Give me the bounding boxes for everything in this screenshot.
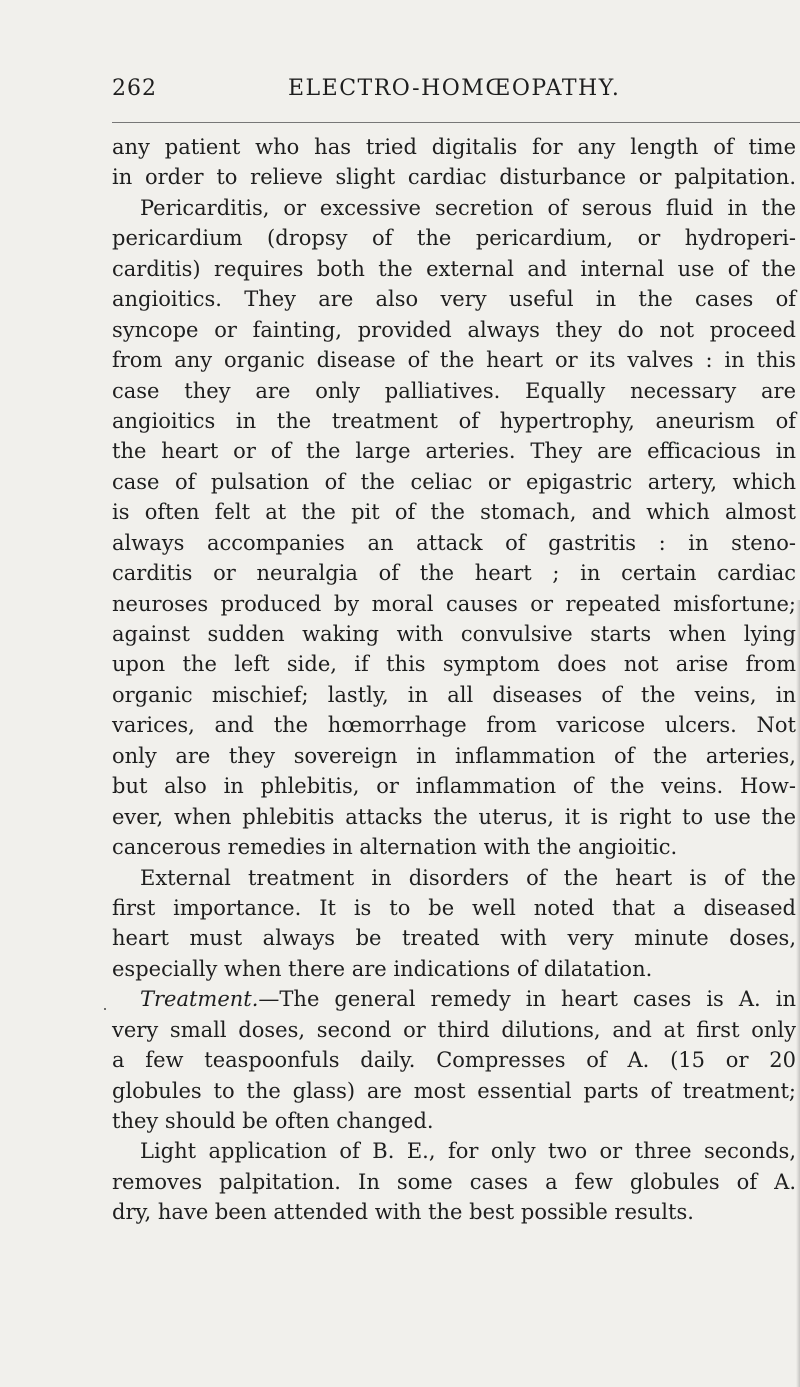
text-line: globules to the glass) are most essential parts of treatment; bbox=[112, 1078, 796, 1103]
text-line: dry, have been attended with the best possible results. bbox=[112, 1200, 694, 1225]
text-line: angioitics in the treatment of hypertrophy, aneurism of bbox=[112, 408, 796, 433]
text-line: but also in phlebitis, or inflammation of the veins. How- bbox=[112, 774, 796, 799]
text-line: case of pulsation of the celiac or epigastric artery, which bbox=[112, 469, 796, 494]
text-line: organic mischief; lastly, in all diseases of the veins, in bbox=[112, 682, 796, 707]
treatment-label: Treatment. bbox=[140, 987, 259, 1012]
treatment-line bbox=[112, 984, 796, 1014]
treatment-text: —The general remedy in heart cases is A. in bbox=[258, 987, 796, 1012]
text-line: angioitics. They are also very useful in the cases of bbox=[112, 287, 796, 312]
header-rule bbox=[112, 122, 800, 123]
text-line: against sudden waking with convulsive starts when lying bbox=[112, 622, 796, 646]
page-edge-shadow bbox=[796, 600, 800, 1387]
page-number: 262 bbox=[112, 76, 157, 101]
text-line: ever, when phlebitis attacks the uterus, it is right to use the bbox=[112, 804, 796, 829]
text-line: first importance. It is to be well noted that a diseased bbox=[112, 895, 796, 920]
text-line: very small doses, second or third dilutions, and at first only bbox=[112, 1017, 796, 1042]
text-line: especially when there are indications of dilatation. bbox=[112, 956, 653, 981]
text-line: Light application of B. E., for only two or three seconds, bbox=[140, 1139, 796, 1164]
running-head: ELECTRO-HOMŒOPATHY. bbox=[288, 76, 621, 101]
text-line: neuroses produced by moral causes or repeated misfortune; bbox=[112, 591, 796, 616]
text-line: varices, and the hœmorrhage from varicose ulcers. Not bbox=[112, 713, 796, 738]
text-line: is often felt at the pit of the stomach, and which almost bbox=[112, 500, 796, 525]
text-line: External treatment in disorders of the heart is of the bbox=[140, 865, 796, 890]
page-header bbox=[108, 76, 668, 108]
text-line: any patient who has tried digitalis for any length of time bbox=[112, 135, 796, 159]
text-line: they should be often changed. bbox=[112, 1109, 434, 1133]
body-text bbox=[112, 132, 796, 1228]
text-line: cancerous remedies in alternation with the angioitic. bbox=[112, 835, 678, 860]
text-line: always accompanies an attack of gastritis : in steno- bbox=[112, 530, 796, 555]
text-line: the heart or of the large arteries. They are efficacious in bbox=[112, 439, 796, 464]
text-line: syncope or fainting, provided always they do not proceed bbox=[112, 317, 796, 342]
text-line: only are they sovereign in inflammation of the arteries, bbox=[112, 743, 796, 768]
text-line: heart must always be treated with very minute doses, bbox=[112, 926, 796, 951]
ink-speck bbox=[104, 1008, 106, 1010]
text-line: in order to relieve slight cardiac disturbance or palpitation. bbox=[112, 165, 796, 190]
text-line: a few teaspoonfuls daily. Compresses of A. (15 or 20 bbox=[112, 1048, 796, 1073]
text-line: Pericarditis, or excessive secretion of serous fluid in the bbox=[140, 195, 796, 220]
text-line: upon the left side, if this symptom does not arise from bbox=[112, 652, 796, 677]
text-line: removes palpitation. In some cases a few globules of A. bbox=[112, 1169, 796, 1194]
text-line: carditis) requires both the external and internal use of the bbox=[112, 256, 796, 281]
text-line: pericardium (dropsy of the pericardium, or hydroperi- bbox=[112, 226, 796, 251]
text-line: case they are only palliatives. Equally necessary are bbox=[112, 378, 796, 403]
text-line: from any organic disease of the heart or its valves : in this bbox=[112, 348, 796, 373]
text-line: carditis or neuralgia of the heart ; in certain cardiac bbox=[112, 561, 796, 586]
